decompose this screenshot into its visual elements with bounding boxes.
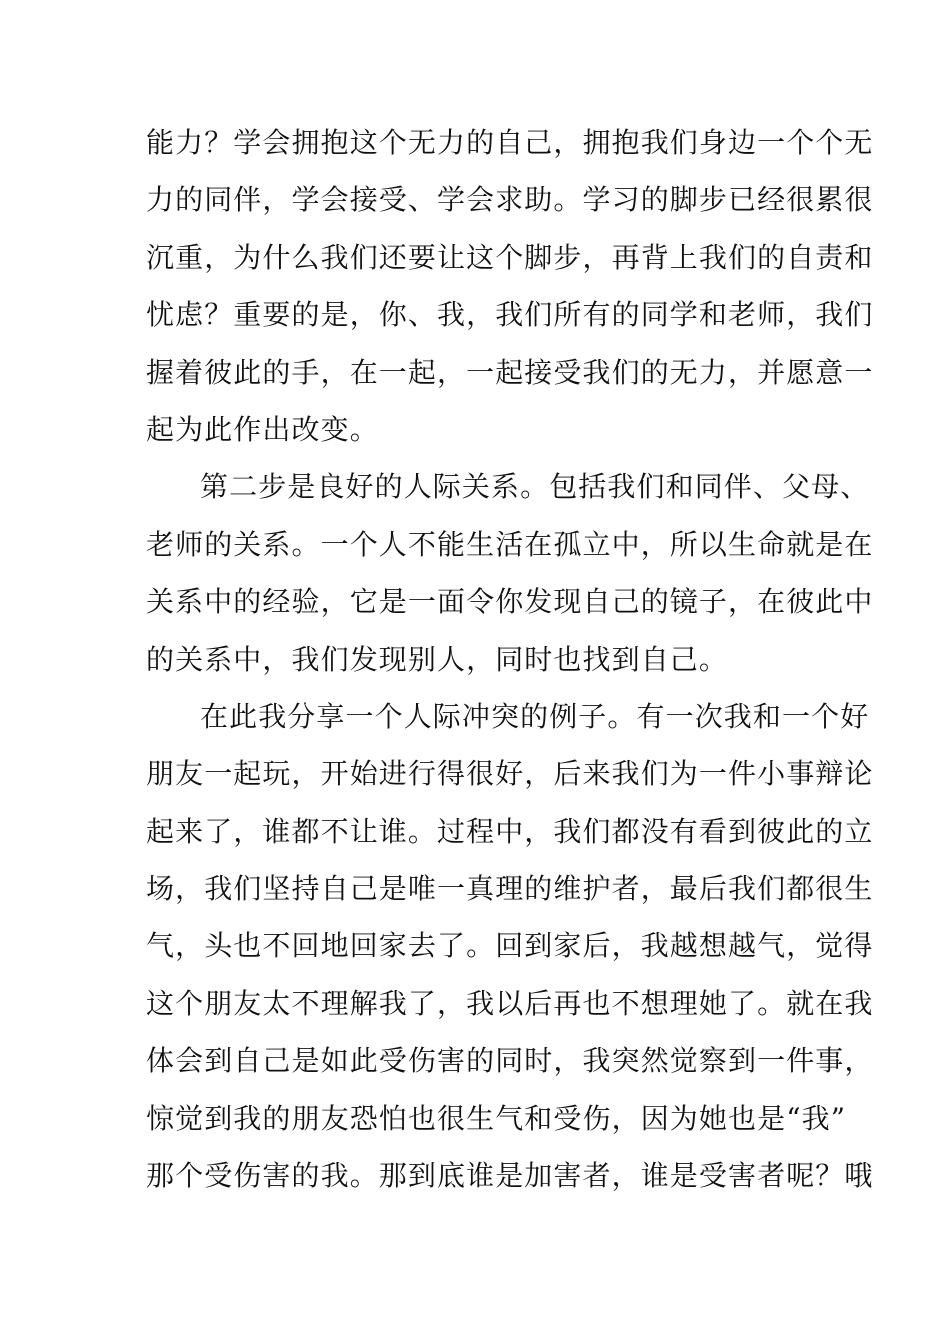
text-line: 这个朋友太不理解我了，我以后再也不想理她了。就在我: [146, 986, 874, 1020]
paragraph-first-line: 第二步是良好的人际关系。包括我们和同伴、父母、: [200, 470, 870, 504]
text-line: 握着彼此的手，在一起，一起接受我们的无力，并愿意一: [146, 355, 874, 389]
body-text: [146, 114, 874, 1204]
text-line: 忧虑？重要的是，你、我，我们所有的同学和老师，我们: [146, 298, 874, 332]
text-line: 惊觉到我的朋友恐怕也很生气和受伤，因为她也是“我”: [146, 1101, 847, 1135]
text-line: 场，我们坚持自己是唯一真理的维护者，最后我们都很生: [146, 872, 874, 906]
text-line: 老师的关系。一个人不能生活在孤立中，所以生命就是在: [146, 527, 874, 561]
text-line: 关系中的经验，它是一面令你发现自己的镜子，在彼此中: [146, 585, 874, 619]
text-line: 的关系中，我们发现别人，同时也找到自己。: [146, 642, 729, 676]
text-line: 朋友一起玩，开始进行得很好，后来我们为一件小事辩论: [146, 757, 874, 791]
text-line: 起为此作出改变。: [146, 412, 379, 446]
text-line: 力的同伴，学会接受、学会求助。学习的脚步已经很累很: [146, 183, 874, 217]
text-line: 能力？学会拥抱这个无力的自己，拥抱我们身边一个个无: [146, 126, 874, 159]
text-line: 起来了，谁都不让谁。过程中，我们都没有看到彼此的立: [146, 814, 874, 848]
text-line: 气，头也不回地回家去了。回到家后，我越想越气，觉得: [146, 929, 874, 963]
paragraph-first-line: 在此我分享一个人际冲突的例子。有一次我和一个好: [200, 699, 870, 733]
text-line: 沉重，为什么我们还要让这个脚步，再背上我们的自责和: [146, 240, 874, 274]
text-line: 那个受伤害的我。那到底谁是加害者，谁是受害者呢？哦: [146, 1159, 874, 1193]
text-line: 体会到自己是如此受伤害的同时，我突然觉察到一件事，: [146, 1044, 874, 1078]
